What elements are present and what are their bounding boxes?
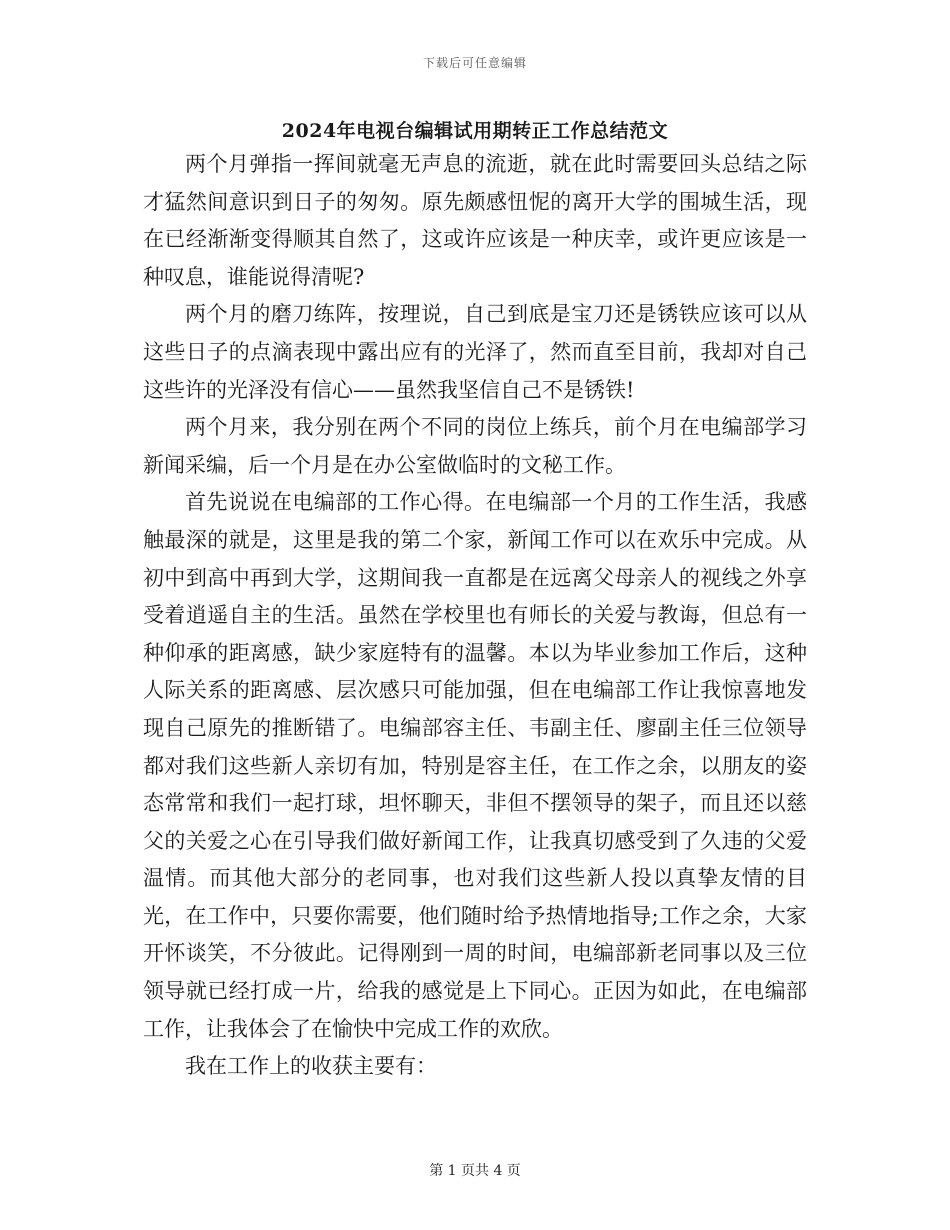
paragraph-1: 两个月弹指一挥间就毫无声息的流逝，就在此时需要回头总结之际才猛然间意识到日子的匆匆。原先颇感忸怩的离开大学的围城生活，现在已经渐渐变得顺其自然了，这或许应该是一种庆幸，或许更应该是一种叹息，谁能说得清呢? <box>143 152 807 289</box>
paragraph-4: 首先说说在电编部的工作心得。在电编部一个月的工作生活，我感触最深的就是，这里是我的第二个家，新闻工作可以在欢乐中完成。从初中到高中再到大学，这期间我一直都是在远离父母亲人的视线之外享受着逍遥自主的生活。虽然在学校里也有师长的关爱与教诲，但总有一种仰承的距离感，缺少家庭特有的温馨。本以为毕业参加工作后，这种人际关系的距离感、层次感只可能加强，但在电编部工作让我惊喜地发现自己原先的推断错了。电编部容主任、韦副主任、廖副主任三位领导都对我们这些新人亲切有加，特别是容主任，在工作之余，以朋友的姿态常常和我们一起打球，坦怀聊天，非但不摆领导的架子，而且还以慈父的关爱之心在引导我们做好新闻工作，让我真切感受到了久违的父爱温情。而其他大部分的老同事，也对我们这些新人投以真挚友情的目光，在工作中，只要你需要，他们随时给予热情地指导;工作之余，大家开怀谈笑，不分彼此。记得刚到一周的时间，电编部新老同事以及三位领导就已经打成一片，给我的感觉是上下同心。正因为如此，在电编部工作，让我体会了在愉快中完成工作的欢欣。 <box>143 490 807 1041</box>
document-body <box>143 146 807 1086</box>
paragraph-5: 我在工作上的收获主要有： <box>185 1054 437 1079</box>
paragraph-3: 两个月来，我分别在两个不同的岗位上练兵，前个月在电编部学习新闻采编，后一个月是在办公室做临时的文秘工作。 <box>143 415 807 477</box>
paragraph-2: 两个月的磨刀练阵，按理说，自己到底是宝刀还是锈铁应该可以从这些日子的点滴表现中露出应有的光泽了，然而直至目前，我却对自己这些许的光泽没有信心——虽然我坚信自己不是锈铁! <box>143 302 807 402</box>
document-title: 2024年电视台编辑试用期转正工作总结范文 <box>281 120 669 142</box>
page-header-note: 下载后可任意编辑 <box>422 56 527 70</box>
page-number: 第 1 页共 4 页 <box>429 1163 521 1179</box>
